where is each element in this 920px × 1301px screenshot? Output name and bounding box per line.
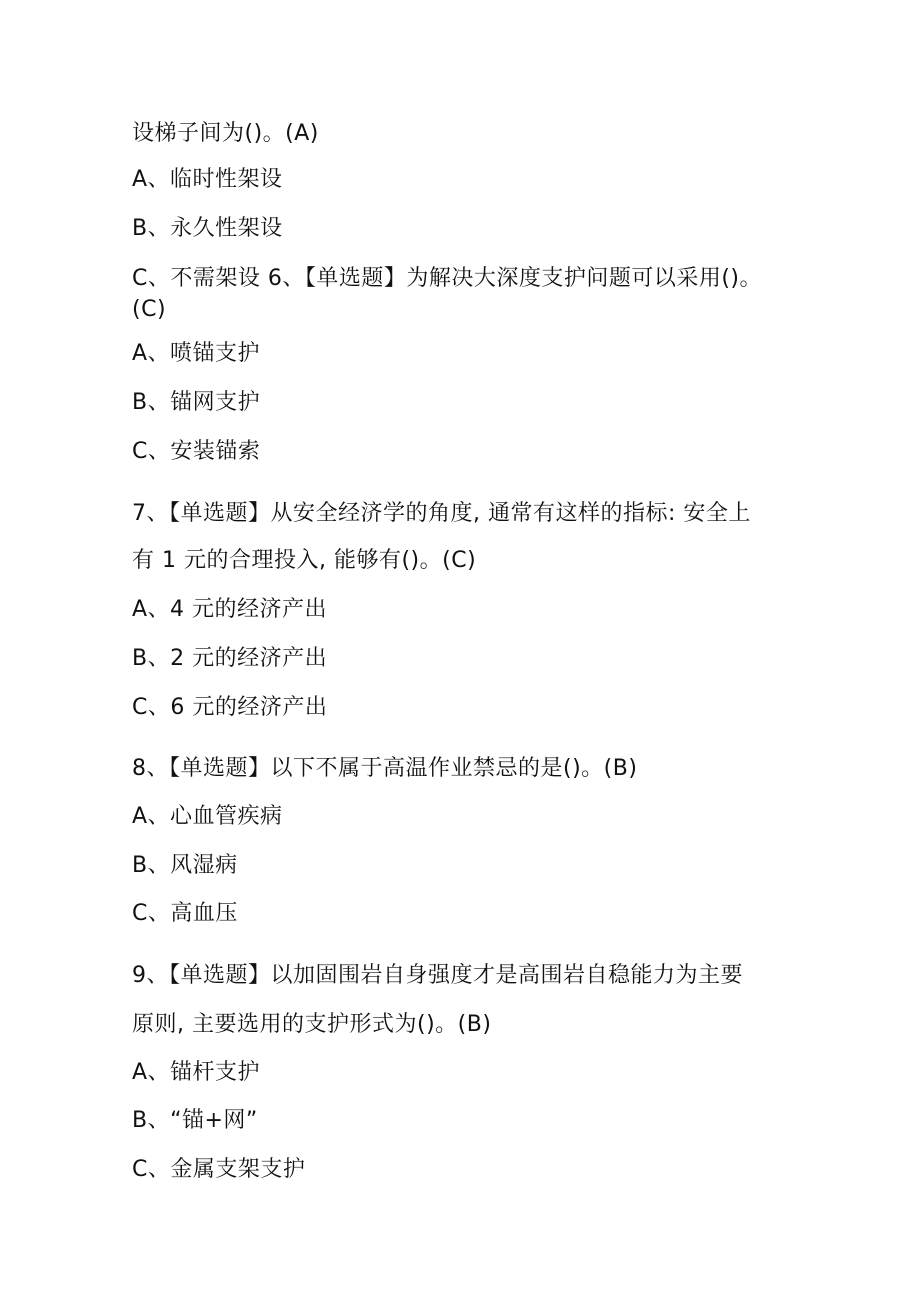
q6-option-b: B、锚网支护 <box>132 390 261 415</box>
q7-stem: 7、【单选题】从安全经济学的角度, 通常有这样的指标: 安全上 <box>132 501 751 526</box>
q8-option-c: C、高血压 <box>132 901 238 926</box>
q5-option-b: B、永久性架设 <box>132 216 283 241</box>
q9-option-b: B、“锚+网” <box>132 1108 258 1133</box>
q8-option-b: B、风湿病 <box>132 853 238 878</box>
q7-stem-continuation: 有 1 元的合理投入, 能够有()。(C) <box>132 548 477 573</box>
q8-stem: 8、【单选题】以下不属于高温作业禁忌的是()。(B) <box>132 756 638 781</box>
q9-stem-continuation: 原则, 主要选用的支护形式为()。(B) <box>132 1012 492 1037</box>
q7-option-c: C、6 元的经济产出 <box>132 695 328 720</box>
q9-option-c: C、金属支架支护 <box>132 1157 306 1182</box>
q7-option-a: A、4 元的经济产出 <box>132 597 328 622</box>
q5-option-a: A、临时性架设 <box>132 167 283 192</box>
q6-answer: (C) <box>132 297 167 322</box>
q6-option-a: A、喷锚支护 <box>132 341 261 366</box>
q5-option-c-and-q6-stem: C、不需架设 6、【单选题】为解决大深度支护问题可以采用()。 <box>132 266 763 291</box>
q5-stem-continuation: 设梯子间为()。(A) <box>132 121 319 146</box>
q9-stem: 9、【单选题】以加固围岩自身强度才是高围岩自稳能力为主要 <box>132 963 743 988</box>
q6-option-c: C、安装锚索 <box>132 439 261 464</box>
q7-option-b: B、2 元的经济产出 <box>132 646 328 671</box>
q8-option-a: A、心血管疾病 <box>132 804 283 829</box>
q9-option-a: A、锚杆支护 <box>132 1060 261 1085</box>
